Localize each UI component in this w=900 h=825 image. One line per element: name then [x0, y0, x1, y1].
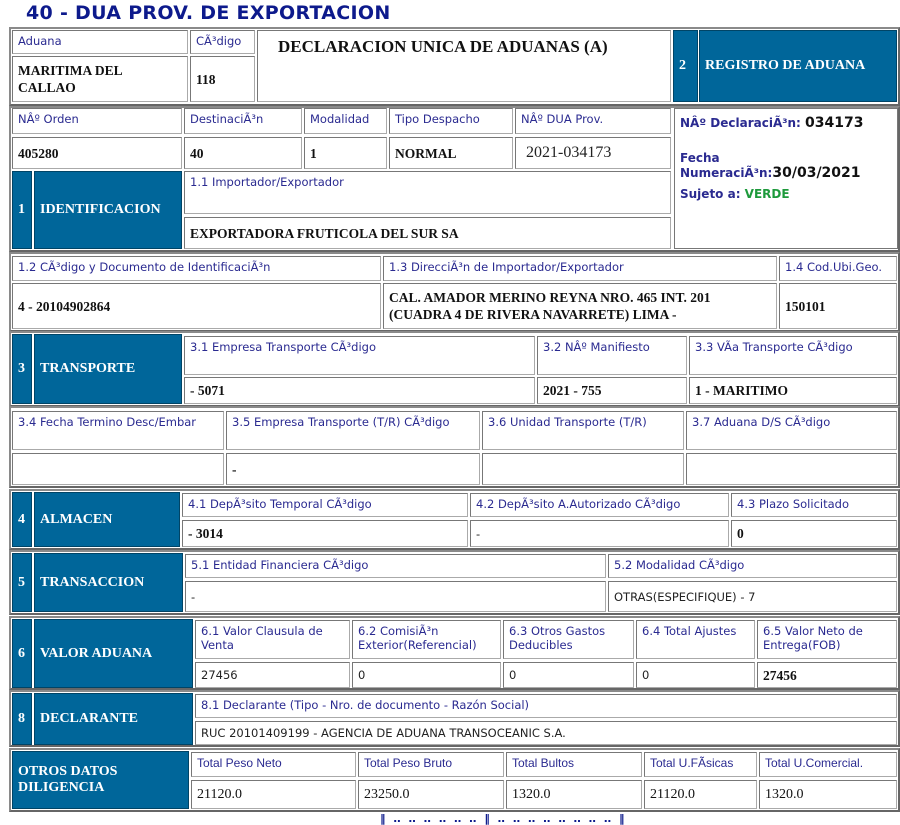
orden-value: 405280 — [12, 137, 182, 169]
unidad-transporte-value — [482, 453, 684, 485]
unidad-transporte-label: 3.6 Unidad Transporte (T/R) — [482, 411, 684, 450]
fecha-value: 30/03/2021 — [772, 165, 861, 181]
aduana-ds-label: 3.7 Aduana D/S CÃ³digo — [686, 411, 897, 450]
doc-title: DECLARACION UNICA DE ADUANAS (A) — [257, 30, 671, 102]
ubigeo-value: 150101 — [779, 283, 897, 329]
direccion-label: 1.3 DirecciÃ³n de Importador/Exportador — [383, 256, 777, 281]
orden-label: NÂº Orden — [12, 108, 182, 134]
section-title: TRANSACCION — [34, 553, 183, 612]
comision-value: 0 — [352, 662, 501, 688]
section-title: VALOR ADUANA — [34, 619, 193, 688]
unidades-fisicas-label: Total U.FÃsicas — [644, 752, 757, 777]
peso-neto-value: 21120.0 — [191, 780, 356, 809]
declaracion-label: NÂº DeclaraciÃ³n: — [680, 116, 806, 130]
modalidad-value: 1 — [304, 137, 387, 169]
tipo-value: NORMAL — [389, 137, 513, 169]
section-number: 3 — [12, 334, 32, 404]
fob-label: 6.5 Valor Neto de Entrega(FOB) — [757, 620, 897, 659]
section-title: DECLARANTE — [34, 693, 193, 745]
peso-neto-label: Total Peso Neto — [191, 752, 356, 777]
empresa-tr-label: 3.5 Empresa Transporte (T/R) CÃ³digo — [226, 411, 480, 450]
page-title: 40 - DUA PROV. DE EXPORTACION — [26, 2, 391, 24]
destinacion-value: 40 — [184, 137, 302, 169]
importador-value: EXPORTADORA FRUTICOLA DEL SUR SA — [184, 217, 671, 249]
direccion-value: CAL. AMADOR MERINO REYNA NRO. 465 INT. 201 (CUADRA 4 DE RIVERA NAVARRETE) LIMA - — [383, 283, 777, 329]
sujeto-value: VERDE — [744, 187, 790, 201]
valor-clausula-value: 27456 — [195, 662, 350, 688]
documento-label: 1.2 CÃ³digo y Documento de IdentificaciÃ³n — [12, 256, 381, 281]
valor-clausula-label: 6.1 Valor Clausula de Venta — [195, 620, 350, 659]
footer-links-cutoff: ‖ ‥ ‥ ‥ ‥ ‥ ‥ ‖ ‥ ‥ ‥ ‥ ‥ ‥ ‥ ‥ ‖ — [380, 812, 627, 825]
dua-label: NÂº DUA Prov. — [515, 108, 671, 134]
modalidad-transaccion-value: OTRAS(ESPECIFIQUE) - 7 — [608, 581, 897, 612]
section-title: OTROS DATOS DILIGENCIA — [12, 751, 189, 809]
entidad-financiera-value: - — [185, 581, 606, 612]
declarante-label: 8.1 Declarante (Tipo - Nro. de documento - Razón Social) — [195, 694, 897, 718]
section-number: 1 — [12, 171, 32, 249]
entidad-financiera-label: 5.1 Entidad Financiera CÃ³digo — [185, 554, 606, 578]
manifiesto-label: 3.2 NÂº Manifiesto — [537, 336, 687, 375]
ubigeo-label: 1.4 Cod.Ubi.Geo. — [779, 256, 897, 281]
sujeto-label: Sujeto a: — [680, 187, 745, 201]
total-ajustes-value: 0 — [636, 662, 755, 688]
deposito-temporal-label: 4.1 DepÃ³sito Temporal CÃ³digo — [182, 493, 468, 517]
aduana-value: MARITIMA DEL CALLAO — [12, 56, 188, 102]
section-number: 5 — [12, 553, 32, 612]
total-ajustes-label: 6.4 Total Ajustes — [636, 620, 755, 659]
section-title: TRANSPORTE — [34, 334, 182, 404]
deposito-autorizado-value: - — [470, 520, 729, 547]
dua-value: 2021-034173 — [515, 137, 671, 169]
importador-label: 1.1 Importador/Exportador — [184, 171, 671, 214]
fecha-termino-label: 3.4 Fecha Termino Desc/Embar — [12, 411, 224, 450]
peso-bruto-value: 23250.0 — [358, 780, 504, 809]
section-title: ALMACEN — [34, 492, 180, 547]
fecha-label: Fecha NumeraciÃ³n: — [680, 151, 773, 180]
via-transporte-label: 3.3 VÃa Transporte CÃ³digo — [689, 336, 897, 375]
empresa-transporte-label: 3.1 Empresa Transporte CÃ³digo — [184, 336, 535, 375]
empresa-tr-value: - — [226, 453, 480, 485]
codigo-value: 118 — [190, 56, 255, 102]
via-transporte-value: 1 - MARITIMO — [689, 377, 897, 404]
tipo-label: Tipo Despacho — [389, 108, 513, 134]
modalidad-label: Modalidad — [304, 108, 387, 134]
manifiesto-value: 2021 - 755 — [537, 377, 687, 404]
deposito-temporal-value: - 3014 — [182, 520, 468, 547]
section-number: 8 — [12, 693, 32, 745]
section-number: 6 — [12, 619, 32, 688]
unidades-comerciales-label: Total U.Comercial. — [759, 752, 897, 777]
aduana-ds-value — [686, 453, 897, 485]
plazo-value: 0 — [731, 520, 897, 547]
bultos-label: Total Bultos — [506, 752, 642, 777]
codigo-label: CÃ³digo — [190, 30, 255, 54]
destinacion-label: DestinaciÃ³n — [184, 108, 302, 134]
plazo-label: 4.3 Plazo Solicitado — [731, 493, 897, 517]
unidades-comerciales-value: 1320.0 — [759, 780, 897, 809]
declaracion-value: 034173 — [805, 115, 864, 131]
aduana-label: Aduana — [12, 30, 188, 54]
fecha-termino-value — [12, 453, 224, 485]
unidades-fisicas-value: 21120.0 — [644, 780, 757, 809]
peso-bruto-label: Total Peso Bruto — [358, 752, 504, 777]
registro-panel — [674, 108, 898, 249]
declarante-value: RUC 20101409199 - AGENCIA DE ADUANA TRANSOCEANIC S.A. — [195, 721, 897, 745]
deposito-autorizado-label: 4.2 DepÃ³sito A.Autorizado CÃ³digo — [470, 493, 729, 517]
comision-label: 6.2 ComisiÃ³n Exterior(Referencial) — [352, 620, 501, 659]
empresa-transporte-value: - 5071 — [184, 377, 535, 404]
section-number: 2 — [673, 30, 698, 102]
fob-value: 27456 — [757, 662, 897, 688]
section-number: 4 — [12, 492, 32, 547]
otros-gastos-label: 6.3 Otros Gastos Deducibles — [503, 620, 634, 659]
modalidad-transaccion-label: 5.2 Modalidad CÃ³digo — [608, 554, 897, 578]
documento-value: 4 - 20104902864 — [12, 283, 381, 329]
bultos-value: 1320.0 — [506, 780, 642, 809]
otros-gastos-value: 0 — [503, 662, 634, 688]
section-title: IDENTIFICACION — [34, 171, 182, 249]
section-title: REGISTRO DE ADUANA — [699, 30, 897, 102]
